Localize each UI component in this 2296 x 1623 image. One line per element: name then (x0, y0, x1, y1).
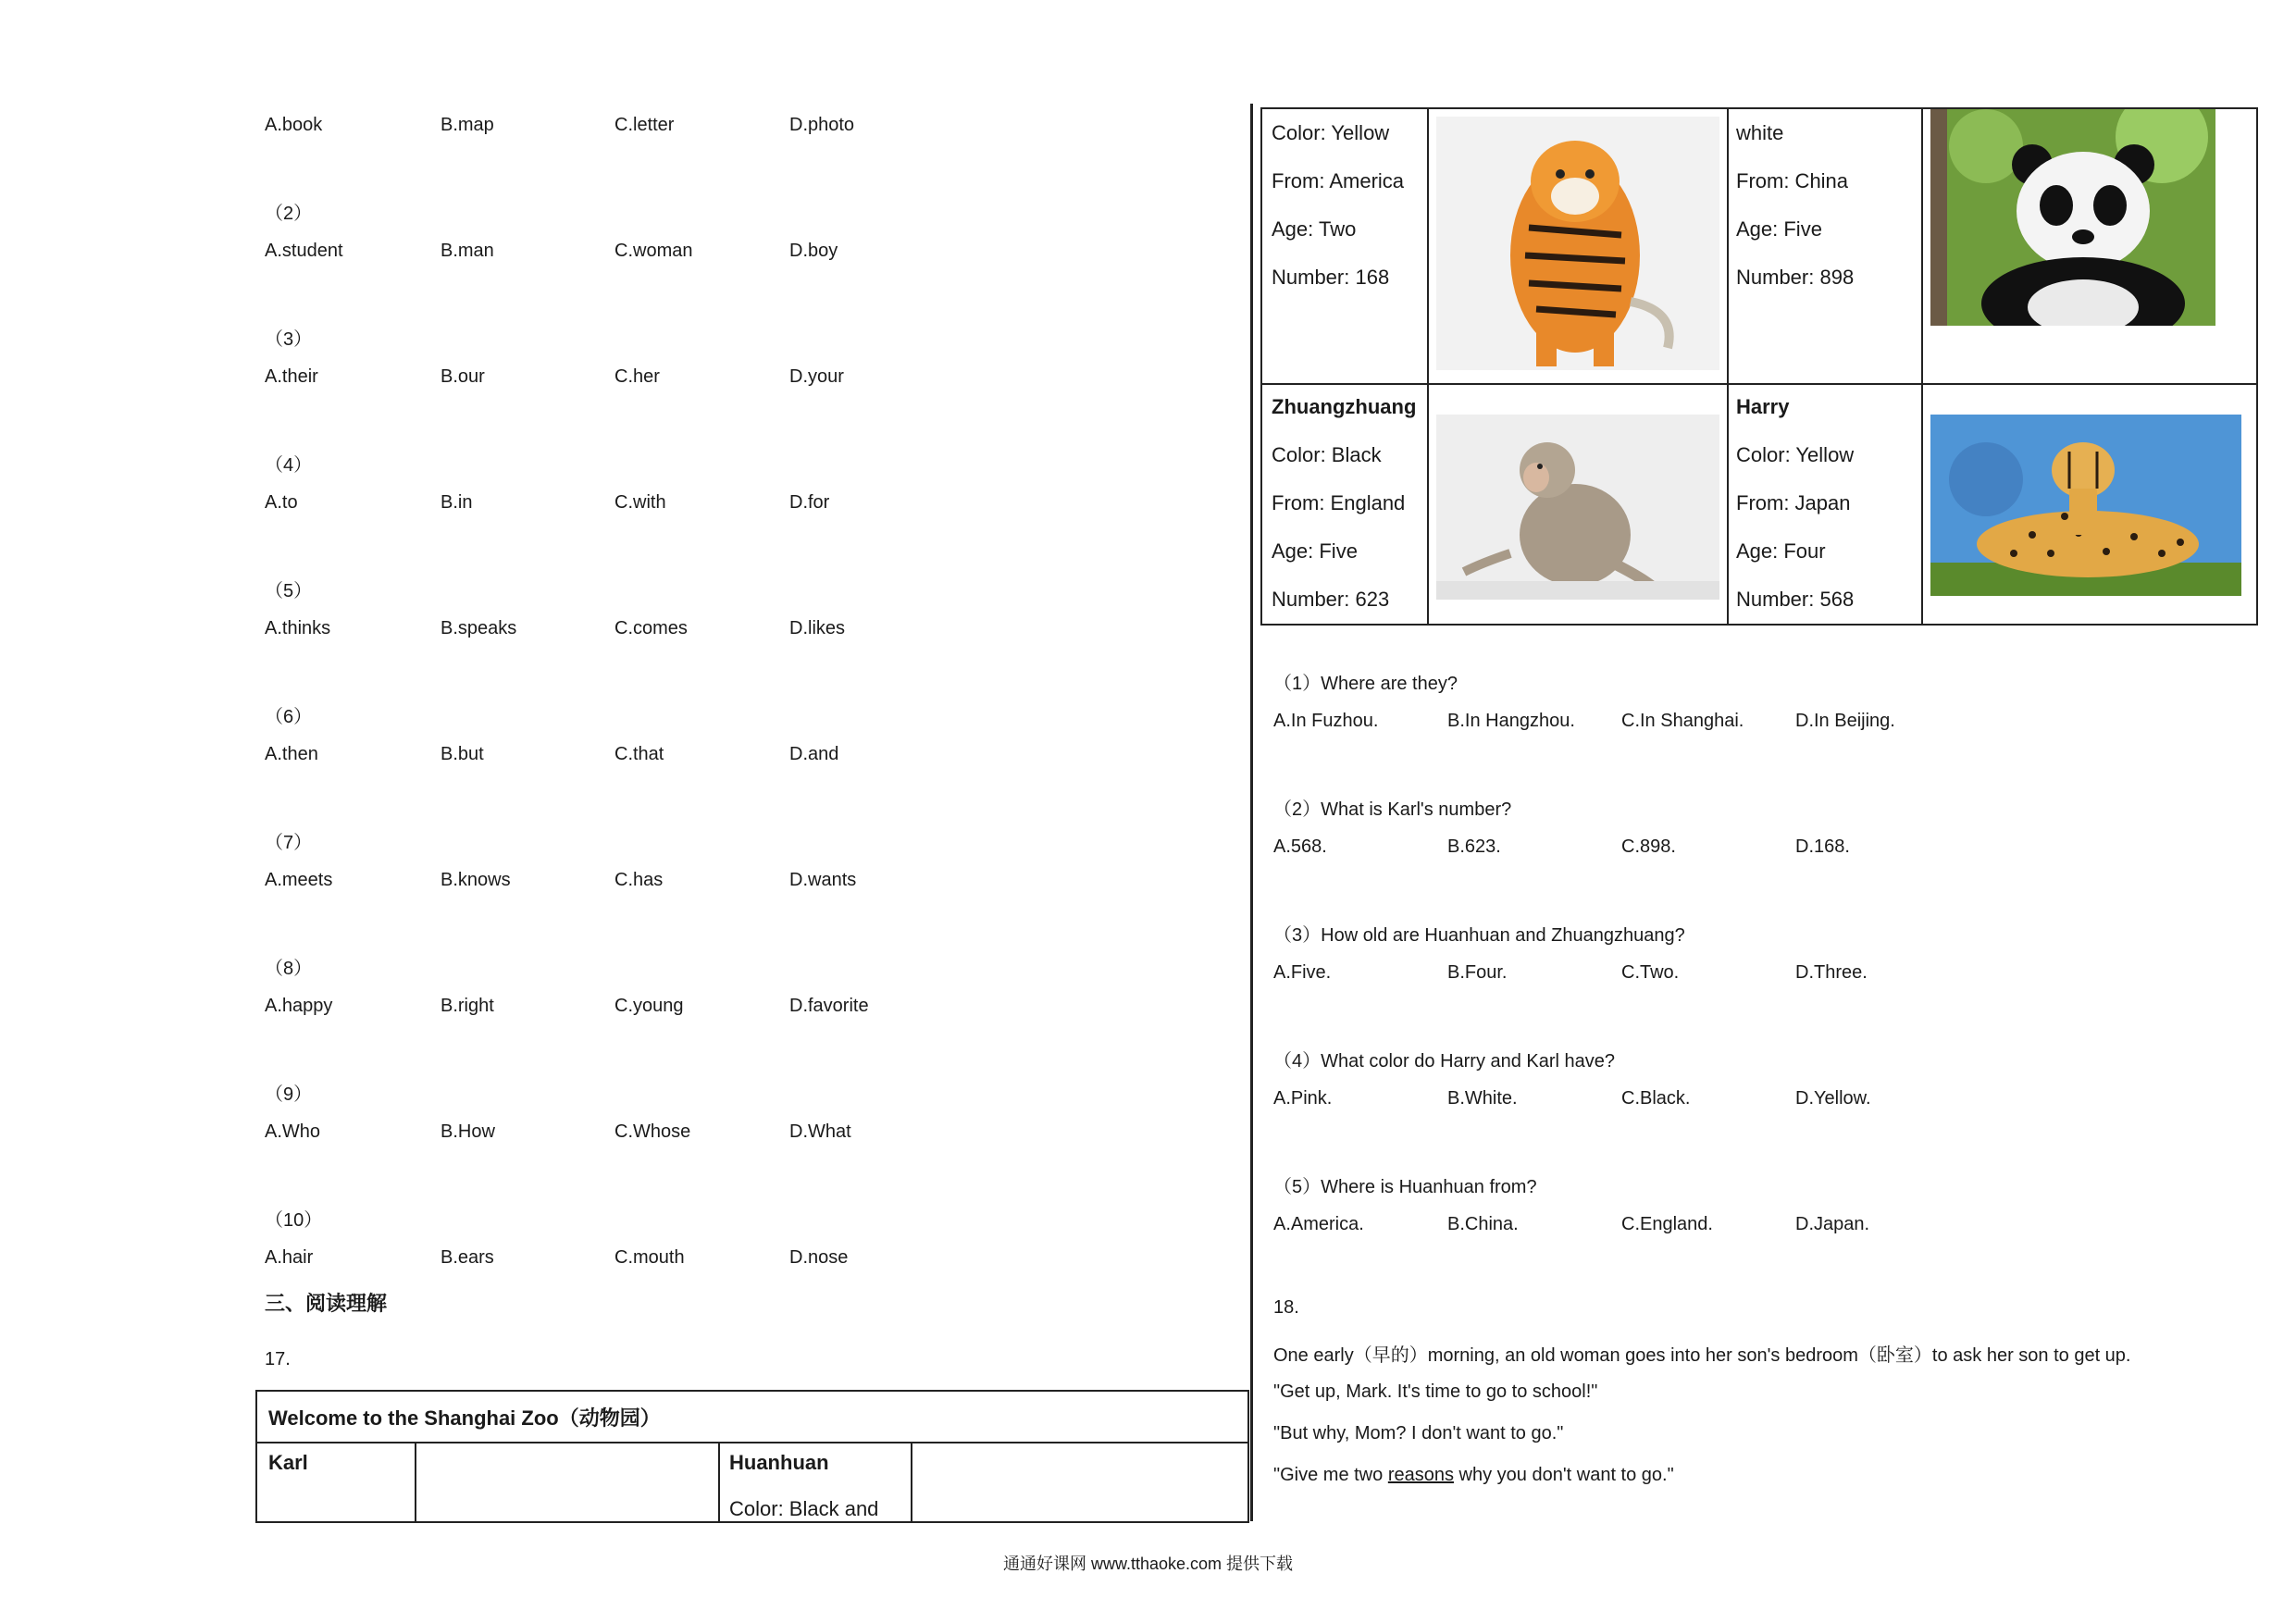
huanhuan-number: Number: 898 (1736, 266, 1855, 289)
option-b: B.623. (1447, 836, 1501, 857)
harry-age: Age: Four (1736, 539, 1826, 563)
table-divider (1921, 109, 1923, 624)
option-a: A.In Fuzhou. (1273, 711, 1379, 731)
option-a: A.America. (1273, 1214, 1364, 1234)
table-divider (1427, 109, 1429, 624)
option-c: C.mouth (614, 1247, 685, 1268)
zhuangzhuang-color: Color: Black (1272, 443, 1382, 466)
table-divider (415, 1442, 416, 1521)
question-number: （7） (265, 833, 313, 853)
option-c: C.In Shanghai. (1621, 711, 1744, 731)
option-b: B.ears (441, 1247, 494, 1268)
option-a: A.Five. (1273, 962, 1332, 983)
option-a: A.then (265, 744, 318, 764)
karl-age: Age: Two (1272, 217, 1357, 241)
harry-number: Number: 568 (1736, 588, 1855, 611)
option-d: D.photo (789, 115, 855, 135)
huanhuan-color: Color: Black and (729, 1497, 879, 1520)
harry-color: Color: Yellow (1736, 443, 1855, 466)
question-number: （3） (265, 329, 313, 350)
question-number: （4） (265, 455, 313, 476)
option-c: C.comes (614, 618, 688, 638)
zhuangzhuang-name: Zhuangzhuang (1272, 395, 1417, 418)
option-d: D.168. (1795, 836, 1850, 857)
option-d: D.favorite (789, 996, 869, 1016)
option-d: D.your (789, 366, 844, 387)
karl-from: From: America (1272, 169, 1405, 192)
huanhuan-from: From: China (1736, 169, 1849, 192)
passage-line-1: One early（早的）morning, an old woman goes into her son's bedroom（卧室）to ask her son to get up. (1273, 1345, 2131, 1366)
table-divider (911, 1442, 912, 1521)
karl-name: Karl (268, 1451, 308, 1474)
option-b: B.our (441, 366, 485, 387)
karl-color: Color: Yellow (1272, 121, 1390, 144)
cheetah-image (1930, 415, 2241, 596)
zhuangzhuang-age: Age: Five (1272, 539, 1358, 563)
question-text: （1）Where are they? (1273, 674, 1458, 694)
option-d: D.In Beijing. (1795, 711, 1895, 731)
huanhuan-color-cont: white (1736, 121, 1784, 144)
column-divider (1250, 104, 1253, 1521)
option-c: C.that (614, 744, 664, 764)
underlined-word-reasons: reasons (1387, 1465, 1454, 1485)
option-a: A.book (265, 115, 323, 135)
option-a: A.their (265, 366, 318, 387)
option-c: C.Black. (1621, 1088, 1691, 1109)
option-b: B.map (441, 115, 494, 135)
option-d: D.Yellow. (1795, 1088, 1871, 1109)
option-a: A.hair (265, 1247, 314, 1268)
option-d: D.boy (789, 241, 838, 261)
harry-from: From: Japan (1736, 491, 1851, 514)
option-c: C.letter (614, 115, 675, 135)
option-b: B.man (441, 241, 494, 261)
option-d: D.nose (789, 1247, 849, 1268)
passage-line-2: "Get up, Mark. It's time to go to school!" (1273, 1381, 1598, 1402)
option-a: A.thinks (265, 618, 331, 638)
option-c: C.has (614, 870, 664, 890)
option-d: D.wants (789, 870, 857, 890)
zoo-table-title: Welcome to the Shanghai Zoo（动物园） (268, 1406, 661, 1430)
zoo-table-start (255, 1390, 1249, 1523)
karl-number: Number: 168 (1272, 266, 1390, 289)
huanhuan-name: Huanhuan (729, 1451, 829, 1474)
passage-line-4-post: why you don't want to go." (1453, 1465, 1674, 1485)
harry-name: Harry (1736, 395, 1790, 418)
question-text: （3）How old are Huanhuan and Zhuangzhuang? (1273, 925, 1685, 946)
option-c: C.Whose (614, 1121, 691, 1142)
question-number: （2） (265, 204, 313, 224)
section-heading: 三、阅读理解 (265, 1292, 388, 1315)
question-number: （10） (265, 1210, 323, 1231)
option-d: D.Three. (1795, 962, 1868, 983)
question-18-label: 18. (1273, 1297, 1299, 1318)
question-text: （5）Where is Huanhuan from? (1273, 1177, 1537, 1197)
option-d: D.Japan. (1795, 1214, 1870, 1234)
option-b: B.Four. (1447, 962, 1508, 983)
panda-image (1930, 109, 2215, 326)
option-a: A.meets (265, 870, 333, 890)
huanhuan-age: Age: Five (1736, 217, 1822, 241)
question-text: （4）What color do Harry and Karl have? (1273, 1051, 1616, 1072)
option-a: A.happy (265, 996, 333, 1016)
zoo-table-title-row (257, 1392, 1247, 1443)
option-b: B.but (441, 744, 484, 764)
option-b: B.speaks (441, 618, 517, 638)
option-c: C.898. (1621, 836, 1676, 857)
monkey-image (1436, 415, 1719, 600)
option-b: B.How (441, 1121, 495, 1142)
passage-line-3: "But why, Mom? I don't want to go." (1273, 1423, 1564, 1443)
passage-line-4-pre: "Give me two (1273, 1465, 1388, 1485)
option-d: D.and (789, 744, 839, 764)
question-text: （2）What is Karl's number? (1273, 799, 1512, 820)
option-a: A.to (265, 492, 298, 513)
table-divider (1727, 109, 1729, 624)
option-d: D.for (789, 492, 830, 513)
option-c: C.England. (1621, 1214, 1713, 1234)
option-c: C.young (614, 996, 684, 1016)
question-number: （9） (265, 1084, 313, 1105)
passage-line-4 (1273, 1465, 1674, 1486)
option-b: B.knows (441, 870, 511, 890)
option-b: B.In Hangzhou. (1447, 711, 1575, 731)
animal-table (1260, 107, 2258, 626)
option-a: A.student (265, 241, 343, 261)
tiger-image (1436, 117, 1719, 370)
table-divider (718, 1442, 720, 1521)
question-number: （8） (265, 959, 313, 979)
option-c: C.Two. (1621, 962, 1680, 983)
option-b: B.White. (1447, 1088, 1518, 1109)
option-d: D.What (789, 1121, 851, 1142)
question-number: （6） (265, 707, 313, 727)
option-d: D.likes (789, 618, 846, 638)
option-c: C.woman (614, 241, 693, 261)
zhuangzhuang-from: From: England (1272, 491, 1406, 514)
question-17-label: 17. (265, 1349, 291, 1369)
option-b: B.right (441, 996, 494, 1016)
option-c: C.her (614, 366, 660, 387)
question-number: （5） (265, 581, 313, 601)
option-a: A.Who (265, 1121, 321, 1142)
option-b: B.in (441, 492, 473, 513)
option-a: A.568. (1273, 836, 1327, 857)
option-c: C.with (614, 492, 666, 513)
option-b: B.China. (1447, 1214, 1519, 1234)
footer-credit: 通通好课网 www.tthaoke.com 提供下载 (1002, 1555, 1294, 1573)
zhuangzhuang-number: Number: 623 (1272, 588, 1390, 611)
option-a: A.Pink. (1273, 1088, 1333, 1109)
